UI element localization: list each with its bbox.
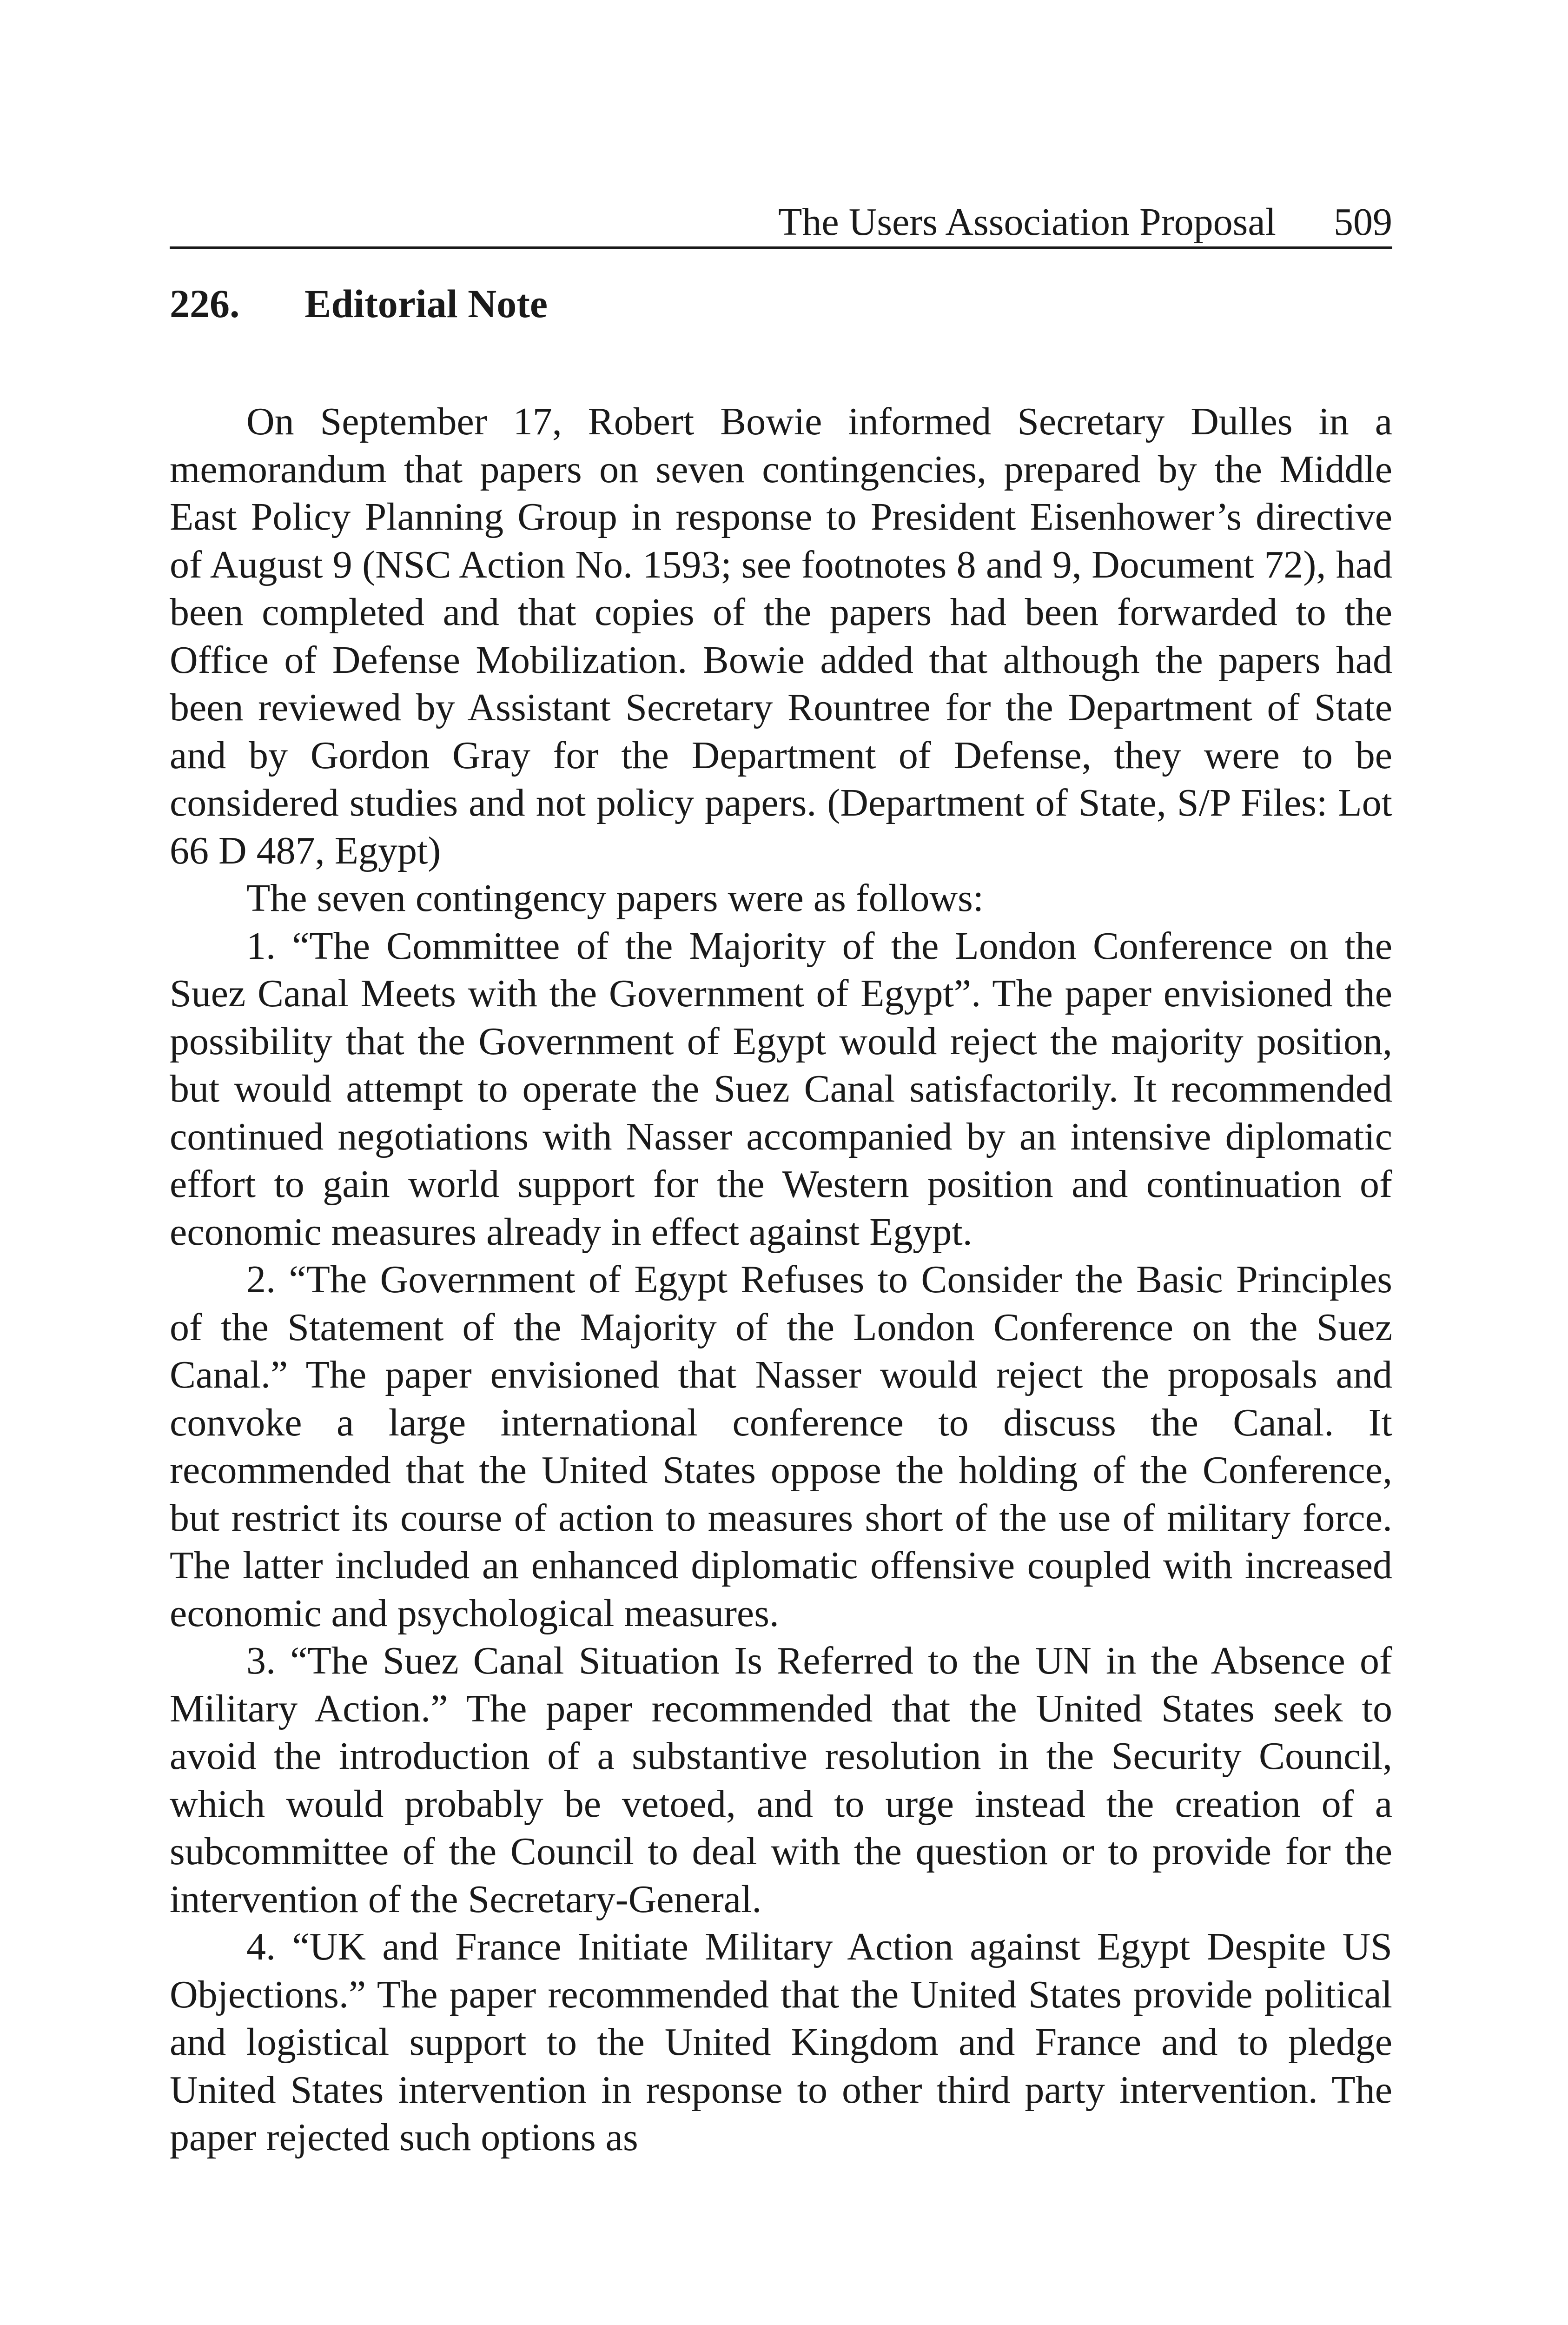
paragraph-item-3: 3. “The Suez Canal Situation Is Referred to the UN in the Absence of Military Action.” The paper recommended that the United States seek to avoid the introduction of a substantive resolution in the Security Council, which would probably be vetoed, and to urge instead the creation of a subcommittee of the Council to deal with the question or to provide for the intervention of the Secretary-General. [170, 1639, 1392, 1921]
page-number: 509 [1334, 200, 1392, 244]
running-title: The Users Association Proposal [778, 200, 1276, 244]
paragraph-intro: On September 17, Robert Bowie informed Secretary Dulles in a memorandum that papers on seven contingencies, prepared by the Middle East Policy Planning Group in response to President Eisenhower’s directive of August 9 (NSC Action No. 1593; see footnotes 8 and 9, Document 72), had been completed and that copies of the papers had been forwarded to the Office of Defense Mobilization. Bowie added that although the papers had been reviewed by Assistant Secretary Rountree for the Department of State and by Gordon Gray for the Department of Defense, they were to be considered studies and not policy papers. (Department of State, S/P Files: Lot 66 D 487, Egypt) [170, 400, 1392, 872]
paragraph-item-2: 2. “The Government of Egypt Refuses to Consider the Basic Principles of the Statement of the Majority of the London Conference on the Suez Canal.” The paper envisioned that Nasser would reject the proposals and convoke a large international conference to discuss the Canal. It recommended that the United States oppose the holding of the Conference, but restrict its course of action to measures short of the use of military force. The latter included an enhanced diplomatic offensive coupled with increased economic and psychological measures. [170, 1258, 1392, 1635]
document-number: 226. [170, 281, 240, 326]
running-header [170, 195, 1392, 249]
paragraph-item-4: 4. “UK and France Initiate Military Action against Egypt Despite US Objections.” The paper recommended that the United States provide political and logistical support to the United Kingdom and France and to pledge United States intervention in response to other third party intervention. The paper rejected such options as [170, 1925, 1392, 2159]
document-heading [170, 280, 548, 328]
body-text [170, 398, 1392, 2162]
paragraph-list-intro: The seven contingency papers were as follows: [246, 877, 984, 920]
paragraph-item-1: 1. “The Committee of the Majority of the London Conference on the Suez Canal Meets with the Government of Egypt”. The paper envisioned the possibility that the Government of Egypt would reject the majority position, but would attempt to operate the Suez Canal satisfactorily. It recommended continued negotiations with Nasser accompanied by an intensive diplomatic effort to gain world support for the Western position and continuation of economic measures already in effect against Egypt. [170, 924, 1392, 1254]
document-title: Editorial Note [304, 281, 548, 326]
